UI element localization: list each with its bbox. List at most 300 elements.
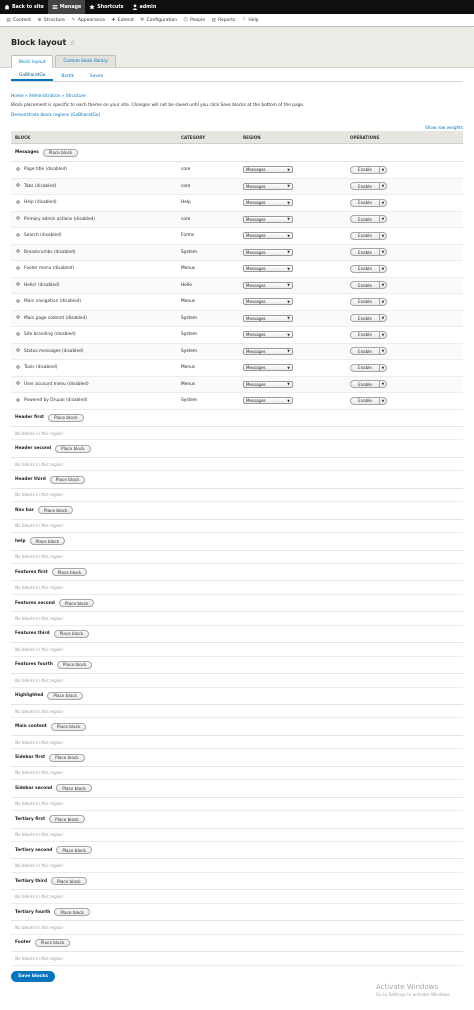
region-cell [243, 183, 350, 190]
empty-region-message: No blocks in this region [11, 427, 463, 440]
region-row [11, 410, 463, 428]
enable-button[interactable]: Enable [350, 248, 380, 256]
header-block: BLOCK [15, 134, 31, 140]
chevron-down-icon: ▼ [287, 398, 290, 403]
block-category: System [181, 249, 198, 255]
operations-cell [350, 232, 463, 240]
block-name: Tools (disabled) [24, 365, 58, 371]
table-row [11, 344, 463, 361]
region-title: Main content [15, 724, 47, 730]
shortcut-star-icon[interactable]: ☆ [69, 38, 76, 47]
region-select-value: Messages [246, 348, 266, 354]
enable-dropbutton [350, 265, 463, 273]
region-select[interactable] [243, 249, 293, 256]
region-select-value: Messages [246, 249, 266, 255]
dropbutton-toggle-icon[interactable]: ▼ [380, 232, 387, 240]
enable-button[interactable]: Enable [350, 232, 380, 240]
user-tab[interactable] [128, 0, 161, 14]
region-title: help [15, 538, 26, 544]
shortcuts-tab[interactable] [85, 0, 127, 14]
tray-label: Appearance [77, 17, 105, 23]
show-row-weights-link[interactable]: Show row weights [425, 125, 463, 130]
enable-button[interactable]: Enable [350, 182, 380, 190]
place-block-button[interactable]: Place block [52, 568, 88, 576]
region-row [11, 749, 463, 767]
header-region: REGION [243, 134, 261, 140]
region-select-value: Messages [246, 299, 266, 305]
block-name: Status messages (disabled) [24, 348, 84, 354]
enable-button[interactable]: Enable [350, 215, 380, 223]
region-row [11, 780, 463, 798]
drag-handle-icon[interactable]: ✥ [15, 397, 21, 404]
region-select-value: Messages [246, 332, 266, 338]
region-select[interactable] [243, 265, 293, 272]
enable-dropbutton [350, 380, 463, 388]
operations-cell [350, 281, 463, 289]
region-select[interactable] [243, 348, 293, 355]
dropbutton-toggle-icon[interactable]: ▼ [380, 199, 387, 207]
table-row [11, 278, 463, 295]
drag-handle-icon[interactable]: ✥ [15, 282, 21, 289]
region-row [11, 904, 463, 922]
operations-cell [350, 166, 463, 174]
tab-theme-bartik[interactable]: Bartik [61, 73, 75, 79]
block-category: Forms [181, 233, 195, 239]
region-select-value: Messages [246, 398, 266, 404]
region-cell [243, 216, 350, 223]
enable-button[interactable]: Enable [350, 166, 380, 174]
chevron-down-icon: ▼ [287, 184, 290, 189]
tray-label: Configuration [146, 17, 178, 23]
drag-handle-icon[interactable]: ✥ [15, 381, 21, 388]
chevron-down-icon: ▼ [287, 266, 290, 271]
primary-tabs [11, 55, 118, 68]
enable-button[interactable]: Enable [350, 364, 380, 372]
empty-region-message: No blocks in this region [11, 890, 463, 903]
chevron-down-icon: ▼ [287, 250, 290, 255]
tab-custom-block-library[interactable]: Custom block library [55, 55, 115, 67]
place-block-button[interactable]: Place block [49, 754, 85, 762]
chevron-down-icon: ▼ [287, 382, 290, 387]
drag-handle-icon[interactable]: ✥ [15, 199, 21, 206]
tray-label: People [190, 17, 206, 23]
place-block-button[interactable]: Place block [47, 692, 83, 700]
tray-item-help[interactable] [238, 14, 261, 27]
operations-cell [350, 380, 463, 388]
block-category: core [181, 167, 191, 173]
table-row [11, 195, 463, 212]
place-block-button[interactable]: Place block [51, 877, 87, 885]
block-rows [11, 162, 463, 410]
region-cell [243, 331, 350, 338]
star-icon [89, 4, 95, 10]
dropbutton-toggle-icon[interactable]: ▼ [380, 397, 387, 405]
region-row [11, 564, 463, 582]
enable-button[interactable]: Enable [350, 199, 380, 207]
region-title: Tertiary fourth [15, 909, 51, 915]
operations-cell [350, 248, 463, 256]
menu-icon [52, 4, 58, 10]
empty-region-message: No blocks in this region [11, 952, 463, 965]
table-row [11, 294, 463, 311]
save-blocks-button[interactable]: Save blocks [11, 971, 55, 982]
empty-region-message: No blocks in this region [11, 674, 463, 687]
region-row [11, 502, 463, 520]
place-block-button[interactable]: Place block [54, 630, 90, 638]
empty-region-message: No blocks in this region [11, 458, 463, 471]
table-row [11, 377, 463, 394]
region-select-value: Messages [246, 381, 266, 387]
drag-handle-icon[interactable]: ✥ [15, 166, 21, 173]
enable-button[interactable]: Enable [350, 397, 380, 405]
region-row [11, 533, 463, 551]
theme-tabs [11, 71, 463, 82]
table-row [11, 245, 463, 262]
region-row [11, 688, 463, 706]
region-title: Tertiary third [15, 878, 48, 884]
enable-dropbutton [350, 199, 463, 207]
empty-region-message: No blocks in this region [11, 921, 463, 934]
table-row [11, 360, 463, 377]
region-select[interactable] [243, 331, 293, 338]
table-row [11, 228, 463, 245]
block-cell [11, 266, 181, 272]
drag-handle-icon[interactable]: ✥ [15, 348, 21, 355]
region-title: Features fourth [15, 662, 53, 668]
operations-cell [350, 314, 463, 322]
region-select-value: Messages [246, 266, 266, 272]
block-name: User account menu (disabled) [24, 381, 89, 387]
region-row [11, 657, 463, 675]
region-select[interactable] [243, 298, 293, 305]
block-category: Menus [181, 266, 196, 272]
region-title: Header first [15, 415, 44, 421]
dropbutton-toggle-icon[interactable]: ▼ [380, 331, 387, 339]
drag-handle-icon[interactable]: ✥ [15, 249, 21, 256]
region-select[interactable] [243, 232, 293, 239]
enable-button[interactable]: Enable [350, 314, 380, 322]
drag-handle-icon[interactable]: ✥ [15, 298, 21, 305]
brush-icon: ✎ [71, 17, 76, 23]
dropbutton-toggle-icon[interactable]: ▼ [380, 314, 387, 322]
enable-button[interactable]: Enable [350, 281, 380, 289]
region-select[interactable] [243, 216, 293, 223]
wrench-icon: ⚒ [140, 17, 145, 23]
place-block-button[interactable]: Place block [49, 815, 85, 823]
region-row [11, 935, 463, 953]
region-title: Features second [15, 600, 55, 606]
tab-theme-seven[interactable]: Seven [90, 73, 104, 79]
region-select-value: Messages [246, 200, 266, 206]
region-select-value: Messages [246, 183, 266, 189]
enable-dropbutton [350, 364, 463, 372]
empty-region-message: No blocks in this region [11, 798, 463, 811]
tray-item-content[interactable] [3, 14, 34, 27]
chevron-down-icon: ▼ [287, 167, 290, 172]
enable-dropbutton [350, 314, 463, 322]
dropbutton-toggle-icon[interactable]: ▼ [380, 281, 387, 289]
watermark-subtitle: Go to Settings to activate Windows. [376, 992, 452, 997]
operations-cell [350, 265, 463, 273]
region-select[interactable] [243, 199, 293, 206]
place-block-button[interactable]: Place block [35, 939, 71, 947]
place-block-button[interactable]: Place block [38, 506, 74, 514]
dropbutton-toggle-icon[interactable]: ▼ [380, 182, 387, 190]
table-row [11, 261, 463, 278]
region-select[interactable] [243, 381, 293, 388]
file-icon: ▤ [6, 17, 11, 23]
chevron-down-icon: ▼ [287, 233, 290, 238]
block-category: Menus [181, 299, 196, 305]
empty-regions [11, 410, 463, 966]
table-row [11, 393, 463, 410]
region-title: Highlighted [15, 693, 44, 699]
region-select[interactable] [243, 166, 293, 173]
tab-block-layout[interactable]: Block layout [11, 55, 53, 68]
region-title: Footer [15, 940, 31, 946]
dropbutton-toggle-icon[interactable]: ▼ [380, 265, 387, 273]
table-row [11, 327, 463, 344]
enable-button[interactable]: Enable [350, 298, 380, 306]
place-block-button[interactable]: Place block [48, 414, 84, 422]
tab-theme-gobharatgo[interactable]: GoBharatGo [11, 71, 53, 81]
block-name: Page title (disabled) [24, 167, 67, 173]
chevron-down-icon: ▼ [287, 349, 290, 354]
tray-label: Reports [218, 17, 236, 23]
place-block-button[interactable]: Place block [50, 476, 86, 484]
place-block-button[interactable]: Place block [51, 723, 87, 731]
block-cell [11, 315, 181, 321]
enable-dropbutton [350, 215, 463, 223]
block-name: Powered by Drupal (disabled) [24, 398, 88, 404]
header-operations: OPERATIONS [350, 134, 380, 140]
chevron-down-icon: ▼ [287, 365, 290, 370]
back-to-site-link[interactable] [0, 0, 48, 14]
region-row [11, 626, 463, 644]
empty-region-message: No blocks in this region [11, 859, 463, 872]
block-cell [11, 282, 181, 288]
empty-region-message: No blocks in this region [11, 520, 463, 533]
enable-button[interactable]: Enable [350, 347, 380, 355]
empty-region-message: No blocks in this region [11, 581, 463, 594]
region-row [11, 873, 463, 891]
block-category: Menus [181, 381, 196, 387]
region-cell [243, 232, 350, 239]
enable-dropbutton [350, 298, 463, 306]
block-category: core [181, 183, 191, 189]
region-row [11, 595, 463, 613]
block-cell [11, 249, 181, 255]
enable-dropbutton [350, 347, 463, 355]
dropbutton-toggle-icon[interactable]: ▼ [380, 215, 387, 223]
region-select-value: Messages [246, 282, 266, 288]
place-block-button[interactable]: Place block [43, 149, 79, 157]
tray-item-people[interactable] [180, 14, 208, 27]
enable-button[interactable]: Enable [350, 331, 380, 339]
help-icon: ? [242, 17, 246, 23]
block-name: Breadcrumbs (disabled) [24, 249, 76, 255]
region-select-value: Messages [246, 315, 266, 321]
region-cell [243, 199, 350, 206]
drag-handle-icon[interactable]: ✥ [15, 216, 21, 223]
chevron-down-icon: ▼ [287, 332, 290, 337]
empty-region-message: No blocks in this region [11, 829, 463, 842]
dropbutton-toggle-icon[interactable]: ▼ [380, 364, 387, 372]
region-row [11, 471, 463, 489]
activate-windows-watermark [376, 983, 451, 997]
block-category: core [181, 216, 191, 222]
region-row [11, 811, 463, 829]
dropbutton-toggle-icon[interactable]: ▼ [380, 248, 387, 256]
block-cell [11, 200, 181, 206]
region-select[interactable] [243, 282, 293, 289]
region-select-value: Messages [246, 365, 266, 371]
drag-handle-icon[interactable]: ✥ [15, 364, 21, 371]
region-select[interactable] [243, 397, 293, 404]
chart-icon: ▥ [211, 17, 216, 23]
operations-cell [350, 347, 463, 355]
empty-region-message: No blocks in this region [11, 551, 463, 564]
watermark-title: Activate Windows [376, 983, 439, 991]
region-title: Nav bar [15, 507, 34, 513]
region-title: Sidebar second [15, 785, 53, 791]
empty-region-message: No blocks in this region [11, 643, 463, 656]
page-header [0, 28, 474, 68]
tray-label: Extend [117, 17, 134, 23]
region-select[interactable] [243, 183, 293, 190]
enable-dropbutton [350, 248, 463, 256]
operations-cell [350, 397, 463, 405]
region-title: Features third [15, 631, 50, 637]
dropbutton-toggle-icon[interactable]: ▼ [380, 347, 387, 355]
drag-handle-icon[interactable]: ✥ [15, 265, 21, 272]
tray-item-extend[interactable] [108, 14, 137, 27]
drag-handle-icon[interactable]: ✥ [15, 331, 21, 338]
empty-region-message: No blocks in this region [11, 736, 463, 749]
block-cell [11, 183, 181, 189]
dropbutton-toggle-icon[interactable]: ▼ [380, 166, 387, 174]
region-select[interactable] [243, 364, 293, 371]
region-cell [243, 381, 350, 388]
place-block-button[interactable]: Place block [56, 784, 92, 792]
user-label: admin [139, 4, 157, 10]
dropbutton-toggle-icon[interactable]: ▼ [380, 298, 387, 306]
table-row [11, 179, 463, 196]
region-row-messages [11, 144, 463, 162]
back-to-site-label: Back to site [12, 4, 44, 10]
people-icon: ☺ [183, 17, 188, 23]
help-text: Block placement is specific to each theme on your site. Changes will not be saved until you click Save blocks at the bottom of the page. [11, 103, 305, 108]
block-name: Footer menu (disabled) [24, 266, 75, 272]
block-cell [11, 332, 181, 338]
place-block-button[interactable]: Place block [54, 908, 90, 916]
region-select-value: Messages [246, 233, 266, 239]
region-title: Sidebar first [15, 755, 46, 761]
header-category: CATEGORY [181, 134, 206, 140]
block-category: Hello [181, 282, 192, 288]
region-title: Features first [15, 569, 48, 575]
place-block-button[interactable]: Place block [30, 537, 66, 545]
demonstrate-regions-link[interactable]: Demonstrate block regions (GoBharatGo) [11, 113, 101, 118]
drag-handle-icon[interactable]: ✥ [15, 183, 21, 190]
user-icon [132, 4, 138, 10]
home-icon [4, 4, 10, 10]
block-name: Primary admin actions (disabled) [24, 216, 96, 222]
block-cell [11, 233, 181, 239]
block-table [11, 131, 463, 966]
region-row [11, 718, 463, 736]
drag-handle-icon[interactable]: ✥ [15, 232, 21, 239]
block-cell [11, 348, 181, 354]
tray-item-appearance[interactable] [68, 14, 108, 27]
enable-button[interactable]: Enable [350, 380, 380, 388]
chevron-down-icon: ▼ [287, 200, 290, 205]
block-name: Help (disabled) [24, 200, 57, 206]
place-block-button[interactable]: Place block [55, 445, 91, 453]
tray-label: Help [248, 17, 259, 23]
page-title-text: Block layout [11, 38, 67, 47]
place-block-button[interactable]: Place block [59, 599, 95, 607]
region-select-value: Messages [246, 167, 266, 173]
region-cell [243, 166, 350, 173]
block-name: Search (disabled) [24, 233, 62, 239]
empty-region-message: No blocks in this region [11, 705, 463, 718]
region-row [11, 440, 463, 458]
page-title [11, 38, 76, 47]
admin-toolbar [0, 0, 474, 14]
block-category: System [181, 332, 198, 338]
tray-label: Structure [43, 17, 65, 23]
place-block-button[interactable]: Place block [56, 846, 92, 854]
block-category: Menus [181, 365, 196, 371]
block-name: Site branding (disabled) [24, 332, 76, 338]
block-category: Help [181, 200, 191, 206]
block-cell [11, 365, 181, 371]
table-row [11, 162, 463, 179]
region-select[interactable] [243, 315, 293, 322]
region-title: Tertiary second [15, 847, 53, 853]
drag-handle-icon[interactable]: ✥ [15, 315, 21, 322]
block-category: System [181, 398, 198, 404]
empty-region-message: No blocks in this region [11, 489, 463, 502]
place-block-button[interactable]: Place block [57, 661, 93, 669]
enable-dropbutton [350, 397, 463, 405]
block-cell [11, 216, 181, 222]
operations-cell [350, 364, 463, 372]
manage-label: Manage [59, 4, 82, 10]
region-cell [243, 249, 350, 256]
region-cell [243, 298, 350, 305]
tray-item-configuration[interactable] [137, 14, 181, 27]
tray-item-reports[interactable] [208, 14, 238, 27]
tray-item-structure[interactable] [34, 14, 68, 27]
operations-cell [350, 298, 463, 306]
tray-label: Content [13, 17, 31, 23]
dropbutton-toggle-icon[interactable]: ▼ [380, 380, 387, 388]
region-cell [243, 348, 350, 355]
enable-button[interactable]: Enable [350, 265, 380, 273]
operations-cell [350, 215, 463, 223]
enable-dropbutton [350, 166, 463, 174]
chevron-down-icon: ▼ [287, 316, 290, 321]
chevron-down-icon: ▼ [287, 217, 290, 222]
block-category: System [181, 315, 198, 321]
table-row [11, 212, 463, 229]
breadcrumb[interactable]: Home » Administration » Structure [11, 94, 86, 99]
region-cell [243, 282, 350, 289]
region-cell [243, 397, 350, 404]
manage-tab[interactable] [48, 0, 85, 14]
